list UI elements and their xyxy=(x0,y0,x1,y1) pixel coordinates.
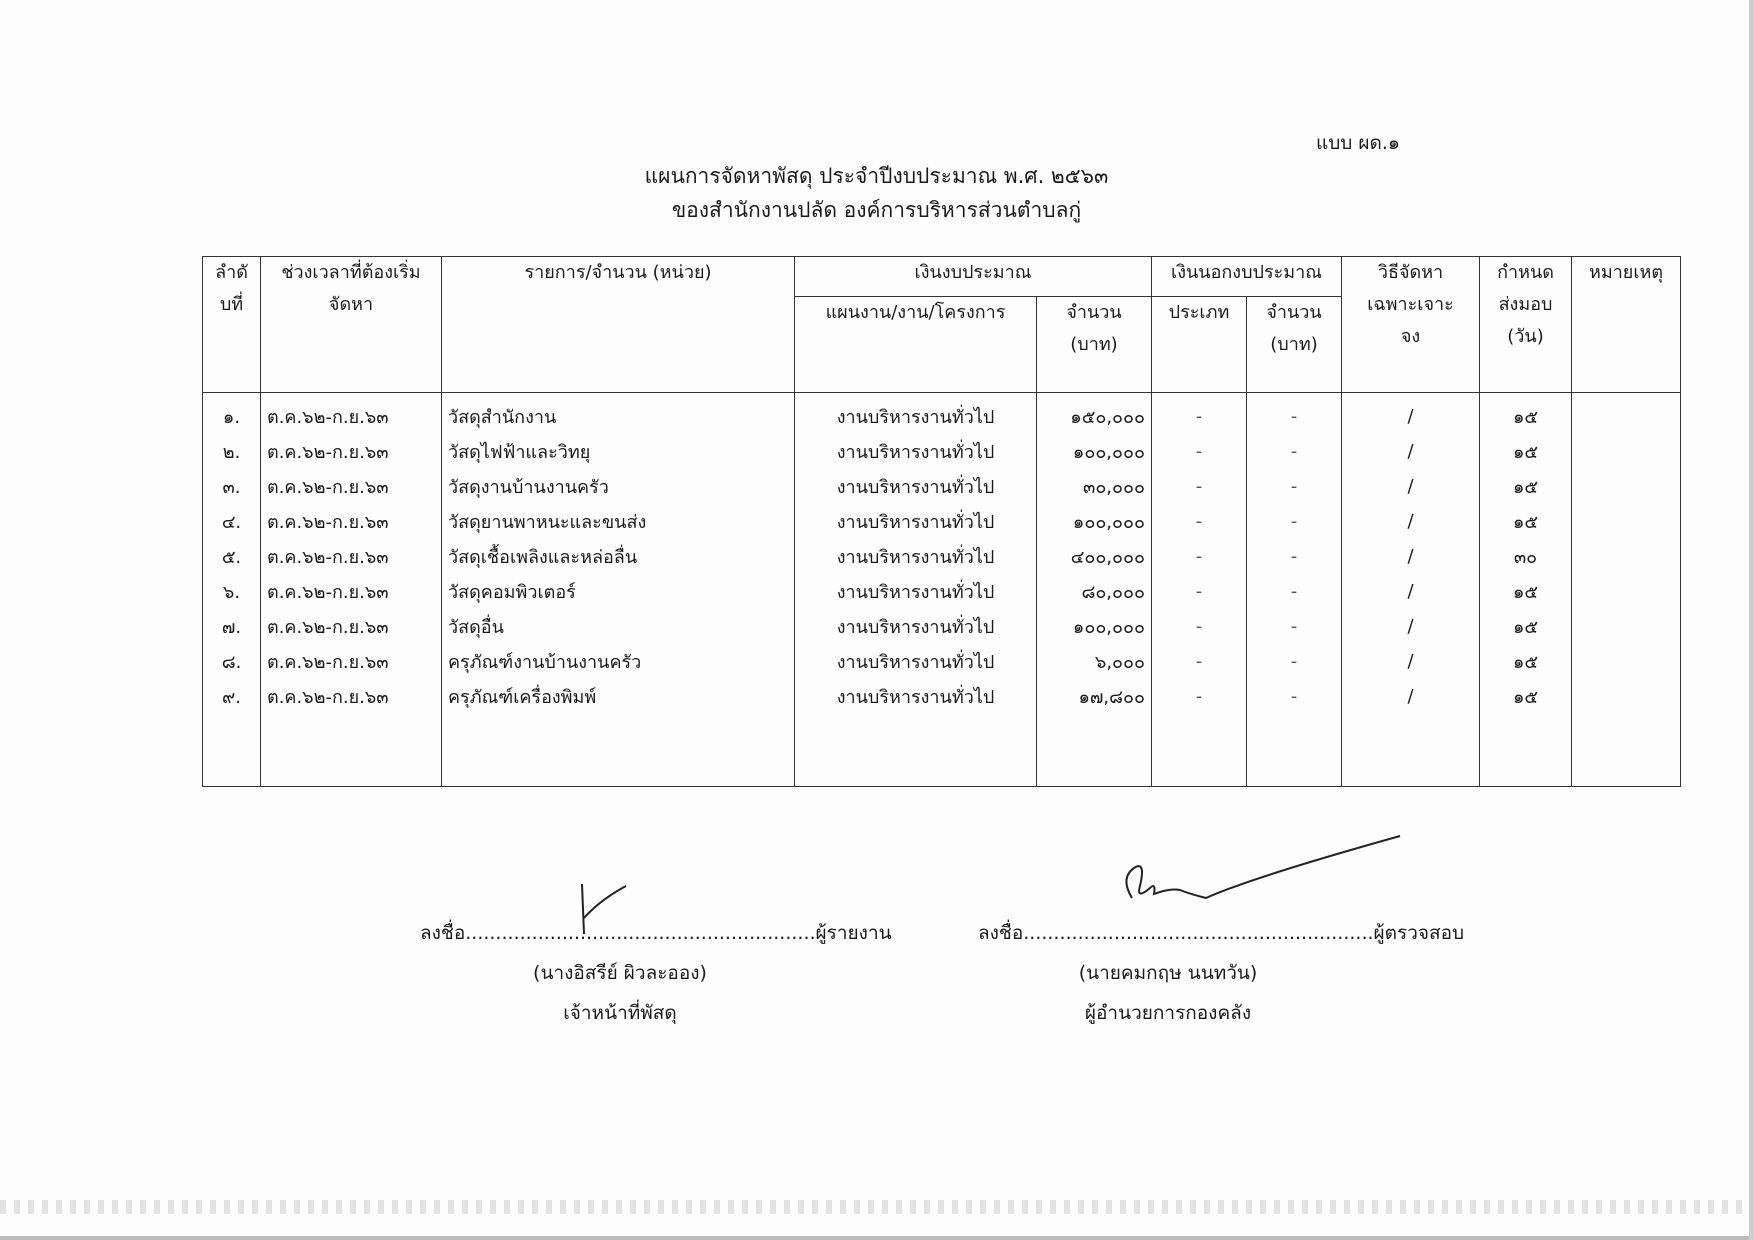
header-budget: เงินงบประมาณ xyxy=(795,257,1152,297)
row-off-amount: - xyxy=(1247,434,1342,469)
header-type: ประเภท xyxy=(1152,297,1247,393)
header-method: วิธีจัดหา เฉพาะเจาะ จง xyxy=(1342,257,1480,393)
table-row xyxy=(203,609,1681,644)
signer-position: ผู้อำนวยการกองคลัง xyxy=(1084,1002,1252,1024)
row-period: ต.ค.๖๒-ก.ย.๖๓ xyxy=(261,469,442,504)
header-item: รายการ/จำนวน (หน่วย) xyxy=(442,257,795,393)
row-number: ๔. xyxy=(203,504,261,539)
signer-name: (นางอิสรีย์ ผิวละออง) xyxy=(533,962,707,984)
row-period: ต.ค.๖๒-ก.ย.๖๓ xyxy=(261,539,442,574)
empty-cell xyxy=(1572,714,1681,787)
row-amount: ๑๐๐,๐๐๐ xyxy=(1037,434,1152,469)
row-period: ต.ค.๖๒-ก.ย.๖๓ xyxy=(261,609,442,644)
row-item: วัสดุเชื้อเพลิงและหล่อลื่น xyxy=(442,539,795,574)
row-type: - xyxy=(1152,609,1247,644)
sign-label: ลงชื่อ xyxy=(978,922,1024,944)
row-type: - xyxy=(1152,393,1247,435)
empty-cell xyxy=(1342,714,1480,787)
row-off-amount: - xyxy=(1247,393,1342,435)
handwritten-signature-right xyxy=(1110,828,1410,938)
row-method: / xyxy=(1342,504,1480,539)
document-subtitle: ของสำนักงานปลัด องค์การบริหารส่วนตำบลกู่ xyxy=(671,198,1082,222)
row-item: วัสดุไฟฟ้าและวิทยุ xyxy=(442,434,795,469)
row-delivery: ๑๕ xyxy=(1480,609,1572,644)
empty-cell xyxy=(442,714,795,787)
row-method: / xyxy=(1342,393,1480,435)
empty-cell xyxy=(1247,714,1342,787)
row-method: / xyxy=(1342,469,1480,504)
row-plan: งานบริหารงานทั่วไป xyxy=(795,679,1037,714)
row-number: ๕. xyxy=(203,539,261,574)
row-method: / xyxy=(1342,609,1480,644)
page-edge xyxy=(1749,0,1753,1240)
row-amount: ๑๐๐,๐๐๐ xyxy=(1037,609,1152,644)
row-delivery: ๑๕ xyxy=(1480,644,1572,679)
sign-role: ผู้รายงาน xyxy=(815,922,892,944)
row-number: ๓. xyxy=(203,469,261,504)
empty-cell xyxy=(1152,714,1247,787)
table-row xyxy=(203,393,1681,435)
row-type: - xyxy=(1152,504,1247,539)
row-off-amount: - xyxy=(1247,609,1342,644)
table-row xyxy=(203,434,1681,469)
row-delivery: ๑๕ xyxy=(1480,469,1572,504)
signer-position: เจ้าหน้าที่พัสดุ xyxy=(563,1002,677,1024)
header-delivery: กำหนด ส่งมอบ (วัน) xyxy=(1480,257,1572,393)
row-remark xyxy=(1572,504,1681,539)
row-amount: ๖,๐๐๐ xyxy=(1037,644,1152,679)
row-off-amount: - xyxy=(1247,644,1342,679)
row-off-amount: - xyxy=(1247,574,1342,609)
row-remark xyxy=(1572,644,1681,679)
row-type: - xyxy=(1152,574,1247,609)
row-amount: ๑๐๐,๐๐๐ xyxy=(1037,504,1152,539)
row-off-amount: - xyxy=(1247,469,1342,504)
sign-role: ผู้ตรวจสอบ xyxy=(1373,922,1465,944)
row-plan: งานบริหารงานทั่วไป xyxy=(795,539,1037,574)
header-remark: หมายเหตุ xyxy=(1572,257,1681,393)
row-item: วัสดุอื่น xyxy=(442,609,795,644)
row-remark xyxy=(1572,679,1681,714)
row-amount: ๔๐๐,๐๐๐ xyxy=(1037,539,1152,574)
sign-label: ลงชื่อ xyxy=(420,922,466,944)
row-type: - xyxy=(1152,469,1247,504)
row-remark xyxy=(1572,393,1681,435)
empty-cell xyxy=(203,714,261,787)
table-row xyxy=(203,574,1681,609)
row-type: - xyxy=(1152,434,1247,469)
table-row xyxy=(203,644,1681,679)
row-number: ๖. xyxy=(203,574,261,609)
table-row-empty xyxy=(203,714,1681,787)
sign-dots: .......................................................... xyxy=(465,922,816,944)
row-item: วัสดุสำนักงาน xyxy=(442,393,795,435)
document-title: แผนการจัดหาพัสดุ ประจำปีงบประมาณ พ.ศ. ๒๕๖๓ xyxy=(644,164,1109,188)
row-delivery: ๑๕ xyxy=(1480,504,1572,539)
row-item: วัสดุงานบ้านงานครัว xyxy=(442,469,795,504)
row-period: ต.ค.๖๒-ก.ย.๖๓ xyxy=(261,679,442,714)
row-item: วัสดุยานพาหนะและขนส่ง xyxy=(442,504,795,539)
empty-cell xyxy=(795,714,1037,787)
row-number: ๘. xyxy=(203,644,261,679)
table-row xyxy=(203,504,1681,539)
row-plan: งานบริหารงานทั่วไป xyxy=(795,644,1037,679)
row-method: / xyxy=(1342,644,1480,679)
row-type: - xyxy=(1152,539,1247,574)
row-number: ๑. xyxy=(203,393,261,435)
header-no: ลำดั บที่ xyxy=(203,257,261,393)
row-remark xyxy=(1572,539,1681,574)
page-edge xyxy=(0,1236,1753,1240)
row-plan: งานบริหารงานทั่วไป xyxy=(795,469,1037,504)
row-method: / xyxy=(1342,539,1480,574)
row-delivery: ๓๐ xyxy=(1480,539,1572,574)
row-remark xyxy=(1572,434,1681,469)
row-number: ๙. xyxy=(203,679,261,714)
row-period: ต.ค.๖๒-ก.ย.๖๓ xyxy=(261,644,442,679)
sign-dots: .......................................................... xyxy=(1023,922,1374,944)
empty-cell xyxy=(1037,714,1152,787)
signer-name: (นายคมกฤษ นนทวัน) xyxy=(1078,962,1258,984)
row-period: ต.ค.๖๒-ก.ย.๖๓ xyxy=(261,574,442,609)
row-number: ๒. xyxy=(203,434,261,469)
row-plan: งานบริหารงานทั่วไป xyxy=(795,609,1037,644)
header-off-amount: จำนวน (บาท) xyxy=(1247,297,1342,393)
row-plan: งานบริหารงานทั่วไป xyxy=(795,504,1037,539)
procurement-plan-table xyxy=(202,256,1681,787)
row-delivery: ๑๕ xyxy=(1480,434,1572,469)
header-plan: แผนงาน/งาน/โครงการ xyxy=(795,297,1037,393)
row-amount: ๘๐,๐๐๐ xyxy=(1037,574,1152,609)
row-period: ต.ค.๖๒-ก.ย.๖๓ xyxy=(261,434,442,469)
row-type: - xyxy=(1152,644,1247,679)
row-remark xyxy=(1572,469,1681,504)
row-plan: งานบริหารงานทั่วไป xyxy=(795,574,1037,609)
row-item: ครุภัณฑ์งานบ้านงานครัว xyxy=(442,644,795,679)
row-item: ครุภัณฑ์เครื่องพิมพ์ xyxy=(442,679,795,714)
row-plan: งานบริหารงานทั่วไป xyxy=(795,434,1037,469)
row-type: - xyxy=(1152,679,1247,714)
empty-cell xyxy=(261,714,442,787)
row-method: / xyxy=(1342,574,1480,609)
row-plan: งานบริหารงานทั่วไป xyxy=(795,393,1037,435)
handwritten-signature-left xyxy=(570,880,630,940)
header-amount: จำนวน (บาท) xyxy=(1037,297,1152,393)
table-row xyxy=(203,679,1681,714)
header-period: ช่วงเวลาที่ต้องเริ่ม จัดหา xyxy=(261,257,442,393)
form-code: แบบ ผด.๑ xyxy=(1316,132,1400,154)
empty-cell xyxy=(1480,714,1572,787)
row-amount: ๓๐,๐๐๐ xyxy=(1037,469,1152,504)
row-off-amount: - xyxy=(1247,679,1342,714)
row-remark xyxy=(1572,574,1681,609)
row-method: / xyxy=(1342,434,1480,469)
row-delivery: ๑๕ xyxy=(1480,679,1572,714)
row-delivery: ๑๕ xyxy=(1480,393,1572,435)
row-delivery: ๑๕ xyxy=(1480,574,1572,609)
row-method: / xyxy=(1342,679,1480,714)
row-amount: ๑๕๐,๐๐๐ xyxy=(1037,393,1152,435)
row-off-amount: - xyxy=(1247,539,1342,574)
row-number: ๗. xyxy=(203,609,261,644)
table-row xyxy=(203,469,1681,504)
row-item: วัสดุคอมพิวเตอร์ xyxy=(442,574,795,609)
header-off-budget: เงินนอกงบประมาณ xyxy=(1152,257,1342,297)
scan-artifact xyxy=(0,1200,1753,1214)
row-off-amount: - xyxy=(1247,504,1342,539)
row-amount: ๑๗,๘๐๐ xyxy=(1037,679,1152,714)
row-remark xyxy=(1572,609,1681,644)
row-period: ต.ค.๖๒-ก.ย.๖๓ xyxy=(261,504,442,539)
table-row xyxy=(203,539,1681,574)
row-period: ต.ค.๖๒-ก.ย.๖๓ xyxy=(261,393,442,435)
